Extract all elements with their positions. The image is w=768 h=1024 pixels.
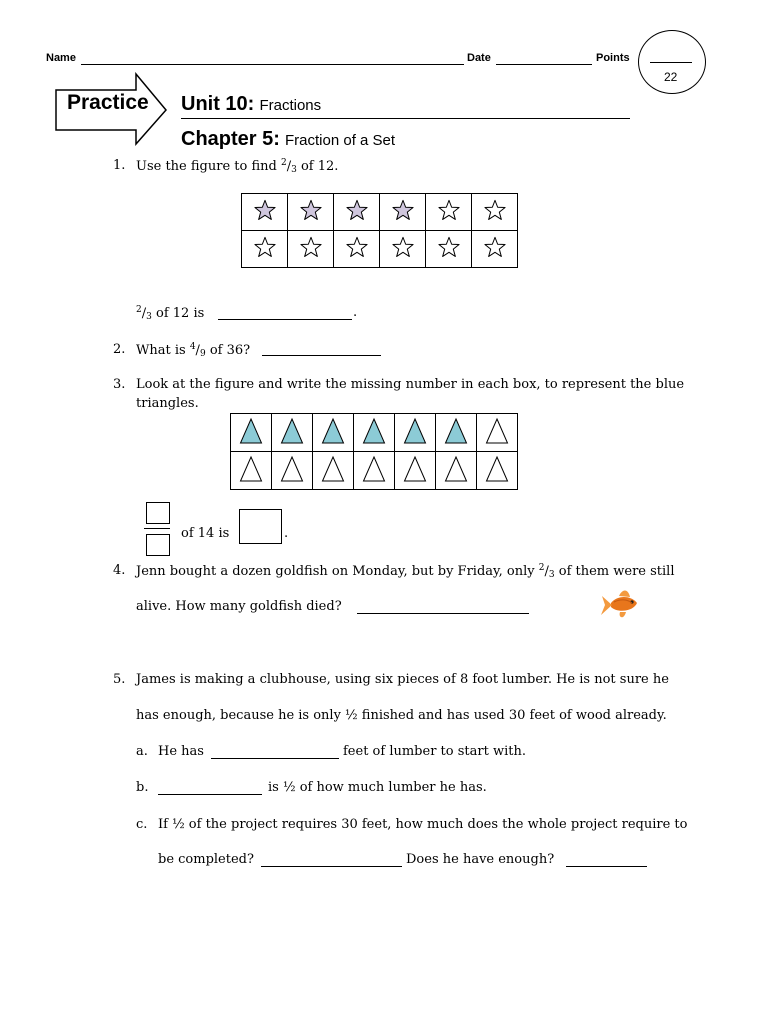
white-triangle-icon xyxy=(280,455,304,483)
star-cell xyxy=(426,231,472,268)
date-label: Date xyxy=(467,52,491,64)
empty-star-icon xyxy=(438,236,460,258)
goldfish-icon xyxy=(597,585,645,625)
q5b-label: b. xyxy=(136,780,149,795)
q2-number: 2. xyxy=(113,342,126,357)
empty-star-icon xyxy=(484,199,506,221)
triangle-cell xyxy=(231,414,272,452)
empty-star-icon xyxy=(346,236,368,258)
q1-prompt: Use the figure to find $^2/_3$ of 12. xyxy=(136,158,339,175)
white-triangle-icon xyxy=(444,455,468,483)
star-cell xyxy=(334,194,380,231)
q1-answer-frac-num: 2 xyxy=(136,305,142,315)
q5a-answer-field[interactable] xyxy=(211,758,339,759)
q4-line1: Jenn bought a dozen goldfish on Monday, but by Friday, only $^2/_3$ of them were still xyxy=(136,563,675,580)
blue-triangle-icon xyxy=(239,417,263,445)
q2-text-pre: What is xyxy=(136,343,186,358)
empty-star-icon xyxy=(438,199,460,221)
q5c-line2-mid: Does he have enough? xyxy=(406,852,555,867)
name-label: Name xyxy=(46,52,76,64)
date-field[interactable] xyxy=(496,64,592,65)
q4-frac-num: 2 xyxy=(538,563,545,573)
chapter-topic: Fraction of a Set xyxy=(285,132,396,149)
star-cell xyxy=(334,231,380,268)
empty-star-icon xyxy=(392,236,414,258)
q5b-post: is ½ of how much lumber he has. xyxy=(268,780,487,795)
q5a-label: a. xyxy=(136,744,148,759)
empty-star-icon xyxy=(300,236,322,258)
q4-number: 4. xyxy=(113,563,126,578)
q1-answer-frac-den: 3 xyxy=(146,312,152,322)
name-field[interactable] xyxy=(81,64,464,65)
empty-star-icon xyxy=(254,236,276,258)
q5b-answer-field[interactable] xyxy=(158,794,262,795)
filled-star-icon xyxy=(346,199,368,221)
triangle-cell xyxy=(231,452,272,490)
star-cell xyxy=(242,231,288,268)
q5c-line1: If ½ of the project requires 30 feet, how much does the whole project require to xyxy=(158,817,688,832)
triangle-cell xyxy=(477,452,518,490)
points-score-field[interactable] xyxy=(650,62,692,63)
q2-frac-den: 9 xyxy=(199,349,206,359)
q5-line2: has enough, because he is only ½ finished and has used 30 feet of wood already. xyxy=(136,708,667,723)
q1-text-post: of 12. xyxy=(300,159,339,174)
empty-star-icon xyxy=(484,236,506,258)
q4-line1-post: of them were still xyxy=(558,564,675,579)
star-cell xyxy=(380,231,426,268)
q3-fraction-bar xyxy=(144,528,170,529)
points-total: 22 xyxy=(664,70,678,84)
triangle-cell xyxy=(395,414,436,452)
triangle-cell xyxy=(354,414,395,452)
q1-answer-pre: of 12 is xyxy=(156,306,205,321)
triangle-cell xyxy=(313,414,354,452)
q3-denominator-box[interactable] xyxy=(146,534,170,556)
triangle-cell xyxy=(272,414,313,452)
q2-text-post: of 36? xyxy=(209,343,251,358)
triangle-cell xyxy=(395,452,436,490)
star-cell xyxy=(472,194,518,231)
q4-line1-pre: Jenn bought a dozen goldfish on Monday, but by Friday, only xyxy=(136,564,535,579)
q3-line1: Look at the figure and write the missing number in each box, to represent the blue xyxy=(136,377,685,392)
points-label: Points xyxy=(596,52,630,64)
white-triangle-icon xyxy=(485,455,509,483)
white-triangle-icon xyxy=(403,455,427,483)
chapter-heading xyxy=(181,128,395,151)
q5-number: 5. xyxy=(113,672,126,687)
q3-numerator-box[interactable] xyxy=(146,502,170,524)
q5c-project-answer-field[interactable] xyxy=(261,866,402,867)
filled-star-icon xyxy=(254,199,276,221)
blue-triangle-icon xyxy=(362,417,386,445)
q4-answer-field[interactable] xyxy=(357,613,529,614)
star-cell xyxy=(288,231,334,268)
q5c-line2-pre: be completed? xyxy=(158,852,254,867)
q1-number: 1. xyxy=(113,158,126,173)
blue-triangle-icon xyxy=(444,417,468,445)
white-triangle-icon xyxy=(362,455,386,483)
q4-line2: alive. How many goldfish died? xyxy=(136,599,342,614)
filled-star-icon xyxy=(300,199,322,221)
white-triangle-icon xyxy=(321,455,345,483)
star-cell xyxy=(242,194,288,231)
white-triangle-icon xyxy=(485,417,509,445)
unit-heading xyxy=(181,93,321,116)
q5a-post: feet of lumber to start with. xyxy=(343,744,526,759)
chapter-number: Chapter 5: xyxy=(181,128,280,150)
triangle-cell xyxy=(313,452,354,490)
triangle-grid xyxy=(230,413,518,490)
q5c-label: c. xyxy=(136,817,148,832)
title-divider xyxy=(181,118,630,119)
blue-triangle-icon xyxy=(403,417,427,445)
triangle-cell xyxy=(272,452,313,490)
star-cell xyxy=(472,231,518,268)
triangle-cell xyxy=(436,414,477,452)
q1-answer-period: . xyxy=(353,305,358,320)
blue-triangle-icon xyxy=(321,417,345,445)
star-grid xyxy=(241,193,518,268)
q5a-pre: He has xyxy=(158,744,204,759)
filled-star-icon xyxy=(392,199,414,221)
q1-frac-num: 2 xyxy=(280,158,287,168)
q2-prompt: What is $^4/_9$ of 36? xyxy=(136,342,251,359)
star-cell xyxy=(288,194,334,231)
unit-topic: Fractions xyxy=(259,97,322,114)
white-triangle-icon xyxy=(239,455,263,483)
q3-answer-box[interactable] xyxy=(239,509,282,544)
q5-line1: James is making a clubhouse, using six pieces of 8 foot lumber. He is not sure he xyxy=(136,672,669,687)
star-cell xyxy=(380,194,426,231)
q2-frac-num: 4 xyxy=(189,342,196,352)
triangle-cell xyxy=(477,414,518,452)
q1-text-pre: Use the figure to find xyxy=(136,159,277,174)
q3-answer-mid: of 14 is xyxy=(181,526,230,541)
q2-answer-field[interactable] xyxy=(262,355,381,356)
q1-answer-line: $^2/_3$ of 12 is xyxy=(136,305,205,322)
unit-number: Unit 10: xyxy=(181,93,255,115)
q1-answer-field[interactable] xyxy=(218,319,352,320)
triangle-cell xyxy=(436,452,477,490)
triangle-cell xyxy=(354,452,395,490)
blue-triangle-icon xyxy=(280,417,304,445)
star-cell xyxy=(426,194,472,231)
q3-answer-period: . xyxy=(284,526,289,541)
q5c-enough-answer-field[interactable] xyxy=(566,866,647,867)
q1-frac-den: 3 xyxy=(291,165,297,175)
q4-frac-den: 3 xyxy=(548,570,555,580)
q3-number: 3. xyxy=(113,377,126,392)
q3-line2: triangles. xyxy=(136,396,199,411)
practice-label: Practice xyxy=(67,91,149,114)
